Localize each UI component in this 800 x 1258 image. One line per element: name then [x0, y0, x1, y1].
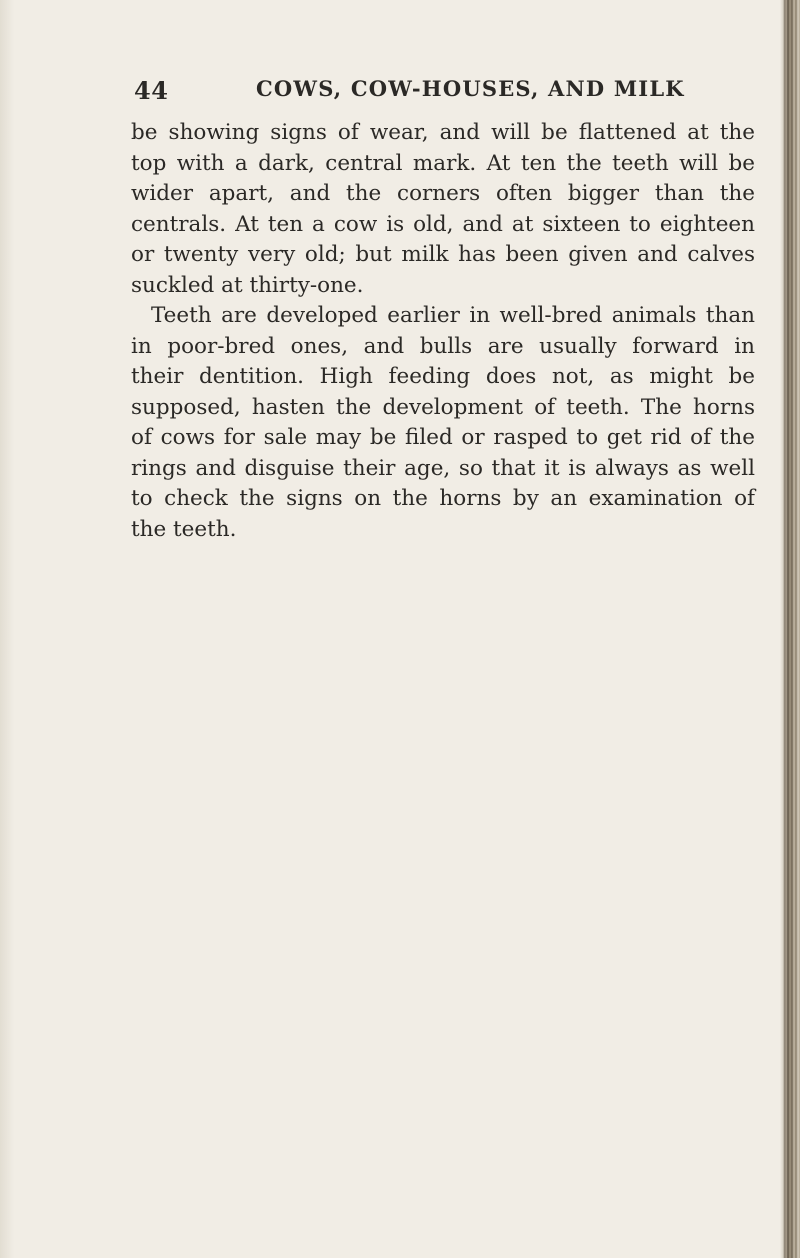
running-title: COWS, COW-HOUSES, AND MILK	[256, 76, 685, 101]
text-line: rings and disguise their age, so that it is always as well	[131, 455, 755, 481]
page-gutter	[0, 0, 14, 1258]
text-line: supposed, hasten the development of teeth. The horns	[131, 394, 755, 420]
paragraph-1	[131, 118, 755, 301]
text-line: suckled at thirty-one.	[131, 272, 364, 298]
text-line: top with a dark, central mark. At ten the teeth will be	[131, 150, 755, 176]
page-edges	[780, 0, 800, 1258]
paragraph-2	[131, 301, 755, 545]
page-number: 44	[134, 76, 169, 105]
text-line: wider apart, and the corners often bigger than the	[131, 181, 755, 206]
text-line: in poor-bred ones, and bulls are usually forward in	[131, 333, 755, 359]
text-line: their dentition. High feeding does not, as might be	[131, 364, 755, 389]
page-header	[134, 76, 758, 106]
text-line: centrals. At ten a cow is old, and at sixteen to eighteen	[131, 211, 755, 237]
text-line: or twenty very old; but milk has been given and calves	[131, 242, 755, 267]
text-line: be showing signs of wear, and will be flattened at the	[131, 120, 755, 145]
text-line: the teeth.	[131, 516, 237, 542]
body-text	[131, 118, 755, 545]
text-line: Teeth are developed earlier in well-bred animals than	[151, 303, 755, 328]
text-line: to check the signs on the horns by an examination of	[131, 486, 755, 511]
text-line: of cows for sale may be filed or rasped to get rid of the	[131, 425, 755, 450]
